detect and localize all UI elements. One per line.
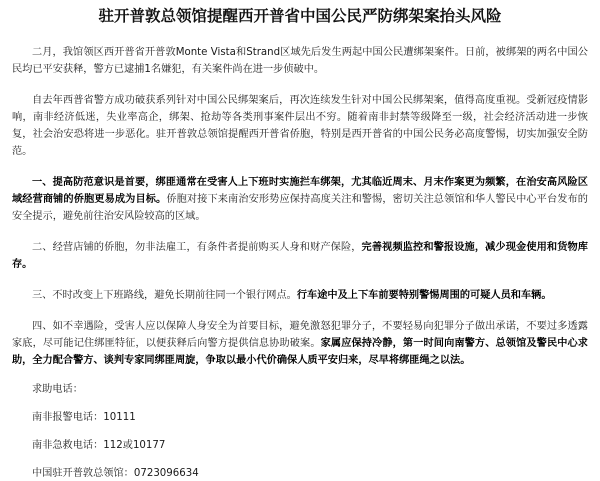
text-segment: 二、经营店铺的侨胞，勿非法雇工，有条件者提前购买人身和财产保险， xyxy=(32,242,362,253)
document-body xyxy=(12,44,588,369)
text-segment: 二月，我馆领区西开普省开普敦Monte Vista和Strand区域先后发生两起中国公民遭绑架案件。日前，被绑架的两名中国公民均已平安获释，警方已逮捕1名嫌犯，有关案件尚在进一步侦破中。 xyxy=(12,47,588,75)
advice-paragraph-3 xyxy=(12,287,588,304)
text-segment: 侨胞对接下来南治安形势应保持高度关注和警惕，密切关注总领馆和华人警民中心平台发布的安全提示，避免前往治安风险较高的区域。 xyxy=(12,194,588,222)
contacts-header: 求助电话： xyxy=(32,384,83,395)
background-paragraph xyxy=(12,92,588,160)
text-segment: 自去年西普省警方成功破获系列针对中国公民绑架案后，再次连续发生针对中国公民绑架案，值得高度重视。受新冠疫情影响，南非经济低迷，失业率高企，绑架、抢劫等各类刑事案件层出不穷。随着南非封禁等级降至一级，社会经济活动进一步恢复，社会治安恐将进一步恶化。驻开普敦总领馆提醒西开普省侨胞，特别是西开普省的中国公民务必高度警惕，切实加强安全防范。 xyxy=(12,95,588,157)
advice-paragraph-4 xyxy=(12,318,588,369)
contact-police-phone: 南非报警电话：10111 xyxy=(32,412,136,423)
text-segment: 三、不时改变上下班路线，避免长期前往同一个银行网点。 xyxy=(32,290,297,301)
document-title: 驻开普敦总领馆提醒西开普省中国公民严防绑架案抬头风险 xyxy=(98,7,502,25)
advice-paragraph-2 xyxy=(12,239,588,273)
bold-text-segment: 完善视频监控和警报设施，减少现金使用和货物库存。 xyxy=(12,242,588,270)
bold-text-segment: 家属应保持冷静，第一时间向南警方、总领馆及警民中心求助，全力配合警方、谈判专家同绑匪周旋，争取以最小代价确保人质平安归来，尽早将绑匪绳之以法。 xyxy=(12,338,588,366)
bold-text-segment: 一、提高防范意识是首要，绑匪通常在受害人上下班时实施拦车绑架，尤其临近周末、月末作案更为频繁，在治安高风险区域经营商铺的侨胞更易成为目标。 xyxy=(12,177,588,205)
contact-consulate-phone: 中国驻开普敦总领馆：0723096634 xyxy=(32,468,199,479)
text-segment: 四、如不幸遇险，受害人应以保障人身安全为首要目标，避免激怒犯罪分子，不要轻易向犯罪分子做出承诺，不要过多透露家底，尽可能记住绑匪特征，以便获释后向警方提供信息协助破案。 xyxy=(12,321,588,349)
advice-paragraph-1 xyxy=(12,174,588,225)
intro-paragraph xyxy=(12,44,588,78)
contact-emergency-phone: 南非急救电话：112或10177 xyxy=(32,440,166,451)
bold-text-segment: 行车途中及上下车前要特别警惕周围的可疑人员和车辆。 xyxy=(296,290,552,301)
contacts-section xyxy=(12,383,588,481)
